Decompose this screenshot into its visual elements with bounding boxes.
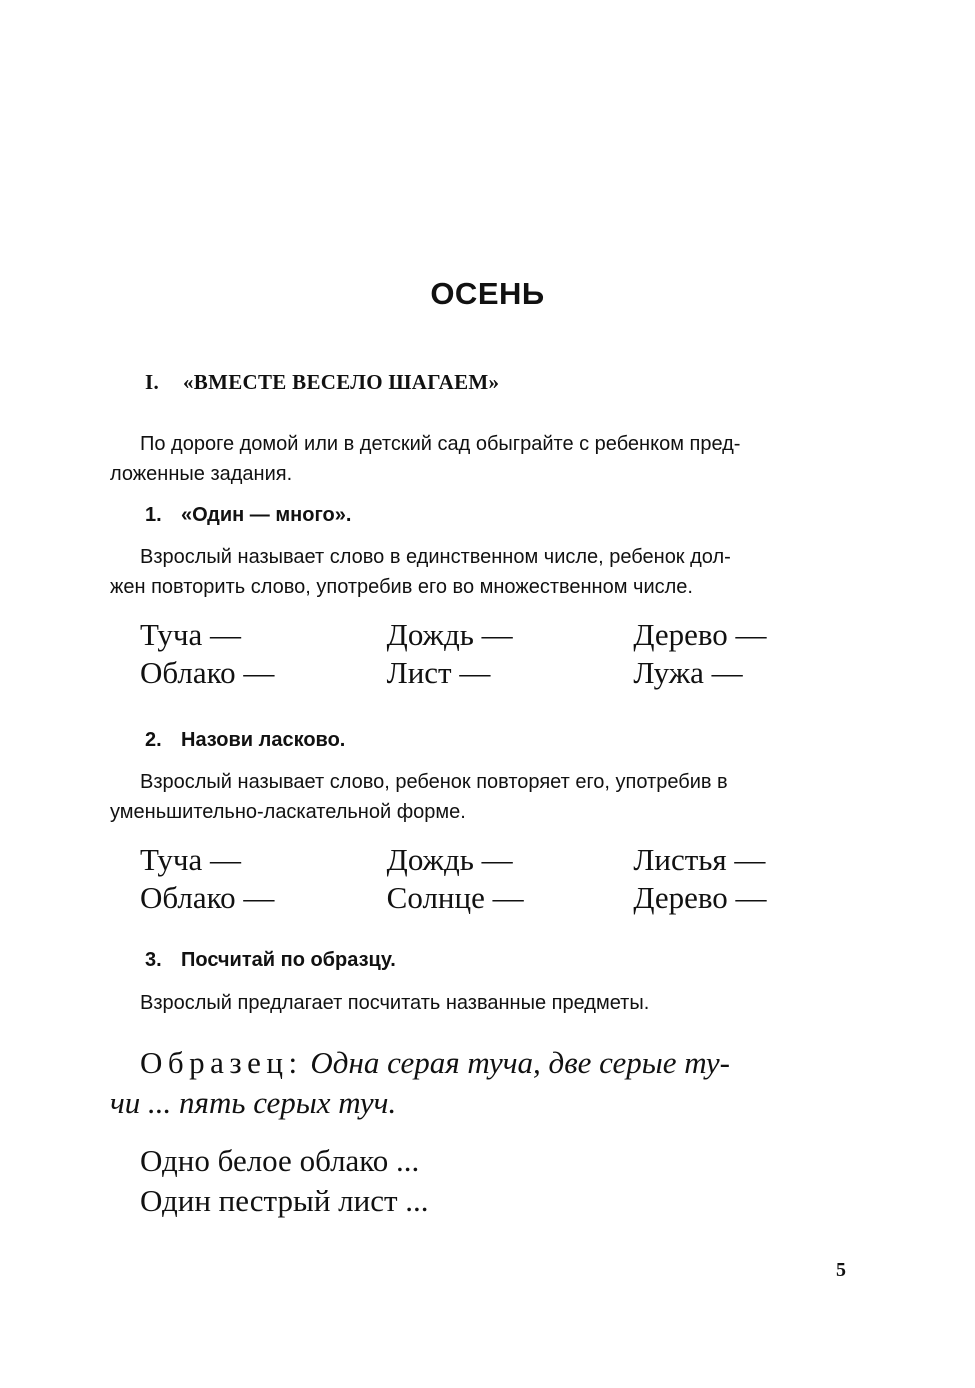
sample-text: Одна серая туча, две серые ту- — [310, 1045, 730, 1080]
description-line: жен повторить слово, употребив его во множественном числе. — [110, 576, 693, 598]
example-item: Одно белое облако ... — [140, 1143, 420, 1178]
word-item: Дерево — — [633, 880, 767, 915]
word-item: Дождь — — [386, 617, 513, 652]
task-number: 2. — [145, 729, 162, 751]
task-title: Посчитай по образцу. — [181, 949, 396, 971]
description-line: Взрослый называет слово, ребенок повторяет его, употребив в — [140, 771, 728, 793]
word-row — [140, 879, 880, 917]
example-item: Один пестрый лист ... — [140, 1183, 429, 1218]
word-item: Туча — — [140, 617, 241, 652]
page-title: ОСЕНЬ — [430, 276, 545, 311]
word-item: Листья — — [633, 842, 766, 877]
description-line: Взрослый называет слово в единственном числе, ребенок дол- — [140, 546, 731, 568]
task-number: 1. — [145, 504, 162, 526]
example-list — [140, 1141, 429, 1221]
word-item: Солнце — — [386, 880, 524, 915]
task-title: Назови ласково. — [181, 729, 346, 751]
section-number: I. — [145, 370, 160, 394]
description-line: уменьшительно-ласкательной форме. — [110, 801, 466, 823]
sample-text: чи ... пять серых туч. — [110, 1085, 397, 1120]
task-3-description — [110, 988, 855, 1018]
word-item: Лужа — — [633, 655, 743, 690]
word-item: Облако — — [140, 880, 275, 915]
word-item: Дождь — — [386, 842, 513, 877]
page-number: 5 — [836, 1259, 846, 1281]
section-heading — [145, 370, 499, 395]
word-item: Туча — — [140, 842, 241, 877]
task-2-heading — [145, 729, 345, 752]
section-intro — [110, 429, 855, 489]
word-row — [140, 841, 880, 879]
task-1-heading — [145, 504, 351, 527]
sample-block — [110, 1043, 860, 1123]
task-3-heading — [145, 949, 396, 972]
word-item: Облако — — [140, 655, 275, 690]
task-title: «Один — много». — [181, 504, 352, 526]
word-row — [140, 616, 880, 654]
task-1-description — [110, 542, 855, 602]
word-row — [140, 654, 880, 692]
task-2-description — [110, 767, 855, 827]
word-item: Лист — — [386, 655, 491, 690]
intro-line: ложенные задания. — [110, 463, 293, 485]
sample-label: Образец: — [140, 1045, 303, 1080]
task-2-word-grid — [140, 841, 880, 917]
task-1-word-grid — [140, 616, 880, 692]
description-line: Взрослый предлагает посчитать названные предметы. — [140, 992, 650, 1014]
section-title: «ВМЕСТЕ ВЕСЕЛО ШАГАЕМ» — [183, 370, 500, 394]
intro-line: По дороге домой или в детский сад обыграйте с ребенком пред- — [140, 433, 741, 455]
word-item: Дерево — — [633, 617, 767, 652]
task-number: 3. — [145, 949, 162, 971]
